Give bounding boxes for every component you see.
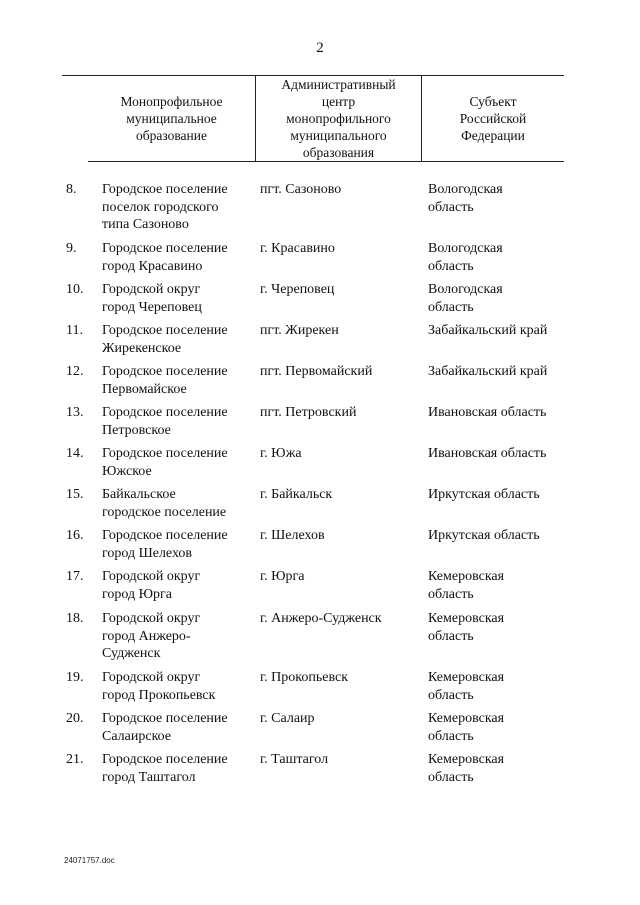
text-line: область	[428, 199, 474, 215]
text-line: Российской	[459, 111, 527, 126]
text-line: Кемеровская	[428, 711, 505, 726]
text-line: муниципального	[290, 128, 387, 143]
text-line: Забайкальский край	[428, 364, 548, 379]
federal-subject-cell	[428, 527, 568, 545]
text-line: город Анжеро-	[102, 628, 191, 644]
text-line: Городское поселение	[102, 711, 228, 726]
municipality-cell	[102, 404, 252, 439]
text-line: Городской округ	[102, 569, 201, 584]
row-number: 21.	[66, 752, 84, 767]
text-line: Южское	[102, 463, 152, 479]
admin-center-cell	[260, 240, 425, 258]
admin-center-cell	[260, 363, 425, 381]
header-municipality	[88, 93, 255, 144]
text-line: пгт. Жирекен	[260, 323, 339, 338]
text-line: Салаирское	[102, 728, 172, 744]
federal-subject-cell	[428, 240, 568, 275]
text-line: Кемеровская	[428, 569, 505, 584]
text-line: Городское поселение	[102, 752, 228, 767]
text-line: г. Байкальск	[260, 487, 333, 502]
header-subject	[422, 93, 564, 144]
row-number: 9.	[66, 241, 77, 256]
federal-subject-cell	[428, 363, 568, 381]
text-line: муниципальное	[126, 111, 217, 126]
admin-center-cell	[260, 751, 425, 769]
row-number: 12.	[66, 364, 84, 379]
text-line: город Прокопьевск	[102, 687, 216, 703]
federal-subject-cell	[428, 281, 568, 316]
federal-subject-cell	[428, 404, 568, 422]
text-line: Иркутская область	[428, 528, 540, 543]
municipality-cell	[102, 527, 252, 562]
text-line: город Череповец	[102, 299, 202, 315]
municipality-cell	[102, 322, 252, 357]
text-line: область	[428, 769, 474, 785]
text-line: Кемеровская	[428, 611, 505, 626]
footer-filename: 24071757.doc	[64, 856, 115, 865]
admin-center-cell	[260, 445, 425, 463]
text-line: Субъект	[469, 94, 517, 109]
admin-center-cell	[260, 281, 425, 299]
text-line: Городской округ	[102, 611, 201, 626]
admin-center-cell	[260, 404, 425, 422]
admin-center-cell	[260, 322, 425, 340]
text-line: г. Красавино	[260, 241, 335, 256]
text-line: область	[428, 687, 474, 703]
text-line: городское поселение	[102, 504, 227, 520]
text-line: г. Анжеро-Судженск	[260, 611, 382, 626]
text-line: Судженск	[102, 646, 161, 661]
header-bottom-rule	[88, 161, 564, 162]
text-line: Кемеровская	[428, 670, 505, 685]
federal-subject-cell	[428, 445, 568, 463]
text-line: поселок городского	[102, 199, 219, 215]
text-line: Монопрофильное	[120, 94, 223, 109]
text-line: Городской округ	[102, 282, 201, 297]
municipality-cell	[102, 610, 252, 663]
text-line: образование	[136, 128, 207, 143]
text-line: центр	[321, 94, 356, 109]
row-number: 16.	[66, 528, 84, 543]
text-line: город Юрга	[102, 586, 172, 602]
row-number: 15.	[66, 487, 84, 502]
municipality-cell	[102, 568, 252, 603]
text-line: Федерации	[461, 128, 525, 143]
text-line: Городское поселение	[102, 323, 228, 338]
municipality-cell	[102, 445, 252, 480]
federal-subject-cell	[428, 568, 568, 603]
municipality-cell	[102, 363, 252, 398]
text-line: Вологодская	[428, 241, 503, 256]
text-line: Ивановская область	[428, 405, 547, 420]
text-line: область	[428, 258, 474, 274]
municipality-cell	[102, 669, 252, 704]
municipality-cell	[102, 240, 252, 275]
text-line: город Шелехов	[102, 545, 193, 561]
row-number: 20.	[66, 711, 84, 726]
federal-subject-cell	[428, 610, 568, 645]
federal-subject-cell	[428, 322, 568, 340]
text-line: Городское поселение	[102, 241, 228, 256]
municipality-cell	[102, 710, 252, 745]
municipality-cell	[102, 181, 252, 234]
text-line: область	[428, 628, 474, 644]
row-number: 19.	[66, 670, 84, 685]
text-line: г. Шелехов	[260, 528, 325, 543]
text-line: г. Прокопьевск	[260, 670, 348, 685]
federal-subject-cell	[428, 486, 568, 504]
row-number: 10.	[66, 282, 84, 297]
admin-center-cell	[260, 669, 425, 687]
text-line: г. Салаир	[260, 711, 315, 726]
row-number: 13.	[66, 405, 84, 420]
text-line: г. Череповец	[260, 282, 335, 297]
text-line: Городское поселение	[102, 182, 228, 197]
text-line: пгт. Сазоново	[260, 182, 342, 197]
text-line: область	[428, 728, 474, 744]
text-line: Байкальское	[102, 487, 176, 502]
text-line: Городское поселение	[102, 446, 228, 461]
row-number: 18.	[66, 611, 84, 626]
row-number: 14.	[66, 446, 84, 461]
page-number: 2	[316, 40, 324, 56]
text-line: г. Таштагол	[260, 752, 329, 767]
row-number: 8.	[66, 182, 77, 197]
text-line: Кемеровская	[428, 752, 505, 767]
text-line: Городское поселение	[102, 364, 228, 379]
federal-subject-cell	[428, 181, 568, 216]
text-line: область	[428, 299, 474, 315]
text-line: г. Юрга	[260, 569, 305, 584]
municipality-cell	[102, 486, 252, 521]
text-line: пгт. Петровский	[260, 405, 357, 420]
text-line: Вологодская	[428, 182, 503, 197]
text-line: Забайкальский край	[428, 323, 548, 338]
federal-subject-cell	[428, 710, 568, 745]
text-line: г. Южа	[260, 446, 302, 461]
text-line: типа Сазоново	[102, 217, 189, 232]
federal-subject-cell	[428, 669, 568, 704]
admin-center-cell	[260, 568, 425, 586]
text-line: область	[428, 586, 474, 602]
admin-center-cell	[260, 181, 425, 199]
text-line: монопрофильного	[286, 111, 391, 126]
federal-subject-cell	[428, 751, 568, 786]
text-line: пгт. Первомайский	[260, 364, 373, 379]
text-line: Жирекенское	[102, 340, 182, 356]
admin-center-cell	[260, 486, 425, 504]
text-line: Ивановская область	[428, 446, 547, 461]
text-line: Городской округ	[102, 670, 201, 685]
header-center	[256, 76, 421, 161]
municipality-cell	[102, 751, 252, 786]
text-line: Иркутская область	[428, 487, 540, 502]
text-line: Административный	[281, 77, 396, 92]
admin-center-cell	[260, 527, 425, 545]
text-line: Петровское	[102, 422, 171, 438]
row-number: 17.	[66, 569, 84, 584]
text-line: Городское поселение	[102, 528, 228, 543]
text-line: город Красавино	[102, 258, 203, 274]
text-line: Вологодская	[428, 282, 503, 297]
text-line: Первомайское	[102, 381, 187, 397]
row-number: 11.	[66, 323, 83, 338]
admin-center-cell	[260, 710, 425, 728]
text-line: образования	[302, 145, 375, 160]
municipality-cell	[102, 281, 252, 316]
admin-center-cell	[260, 610, 425, 628]
text-line: Городское поселение	[102, 405, 228, 420]
text-line: город Таштагол	[102, 769, 196, 785]
